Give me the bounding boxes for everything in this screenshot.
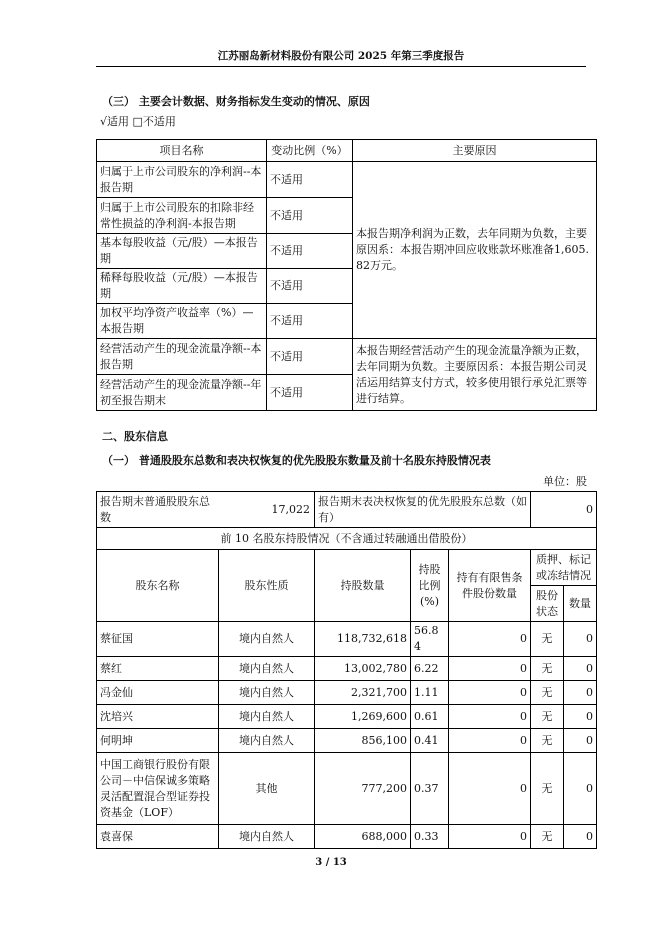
shareholder-section-heading: 二、股东信息 [102, 430, 168, 443]
change-ratio: 不适用 [267, 304, 353, 339]
shares-qty: 118,732,618 [315, 622, 411, 657]
holder-nature: 境内自然人 [219, 705, 315, 729]
main-reason-profit: 本报告期净利润为正数，去年同期为负数，主要原因系：本报告期冲回应收账款坏账准备1,605.82万元。 [353, 162, 597, 339]
unit-label: 单位：股 [543, 475, 587, 488]
restricted-shares: 0 [449, 753, 531, 825]
shareholder-subheading: （一） 普通股股东总数和表决权恢复的优先股股东数量及前十名股东持股情况表 [102, 454, 491, 467]
table-row [97, 825, 597, 849]
main-reason-cashflow: 本报告期经营活动产生的现金流量净额为正数，去年同期为负数。主要原因系：本报告期公司灵活运用结算支付方式，较多使用银行承兑汇票等进行结算。 [353, 339, 597, 411]
restricted-shares: 0 [449, 825, 531, 849]
shares-ratio: 0.33 [411, 825, 449, 849]
restricted-shares: 0 [449, 681, 531, 705]
share-status: 无 [531, 622, 564, 657]
page-number: 3 / 13 [315, 857, 347, 868]
table-row [97, 657, 597, 681]
applicability-status: √适用 □不适用 [100, 115, 176, 128]
col-holder-nature: 股东性质 [219, 550, 315, 622]
holder-nature: 其他 [219, 753, 315, 825]
table-row [97, 753, 597, 825]
top10-title: 前 10 名股东持股情况（不含通过转融通出借股份） [97, 528, 597, 550]
table-row [97, 705, 597, 729]
section3-heading: （三） 主要会计数据、财务指标发生变动的情况、原因 [102, 95, 370, 108]
shares-ratio: 0.37 [411, 753, 449, 825]
shares-ratio: 6.22 [411, 657, 449, 681]
share-status: 无 [531, 657, 564, 681]
item-name: 基本每股收益（元/股）—本报告期 [97, 234, 267, 269]
holder-nature: 境内自然人 [219, 681, 315, 705]
restricted-shares: 0 [449, 729, 531, 753]
change-reasons-table [96, 139, 597, 411]
total-holders-value: 17,022 [271, 503, 310, 516]
holder-name: 蔡征国 [97, 622, 219, 657]
shares-ratio: 1.11 [411, 681, 449, 705]
item-name: 加权平均净资产收益率（%）—本报告期 [97, 304, 267, 339]
col-pledge-count: 数量 [564, 586, 597, 622]
holder-name: 沈培兴 [97, 705, 219, 729]
change-ratio: 不适用 [267, 339, 353, 375]
item-name: 稀释每股收益（元/股）—本报告期 [97, 269, 267, 304]
holder-nature: 境内自然人 [219, 657, 315, 681]
shares-ratio: 56.84 [411, 622, 449, 657]
shares-qty: 688,000 [315, 825, 411, 849]
shares-qty: 856,100 [315, 729, 411, 753]
pledge-count: 0 [564, 622, 597, 657]
holder-nature: 境内自然人 [219, 729, 315, 753]
share-status: 无 [531, 729, 564, 753]
item-name: 归属于上市公司股东的扣除非经常性损益的净利润-本报告期 [97, 198, 267, 234]
shares-ratio: 0.41 [411, 729, 449, 753]
holder-nature: 境内自然人 [219, 622, 315, 657]
holder-name: 冯金仙 [97, 681, 219, 705]
pledge-count: 0 [564, 705, 597, 729]
col-shares-ratio: 持股比例(%) [411, 550, 449, 622]
col-shares-qty: 持股数量 [315, 550, 411, 622]
pledge-count: 0 [564, 681, 597, 705]
total-holders-text: 报告期末普通股股东总数 [100, 494, 210, 524]
pledge-count: 0 [564, 825, 597, 849]
holder-name: 何明坤 [97, 729, 219, 753]
shares-ratio: 0.61 [411, 705, 449, 729]
page-header: 江苏丽岛新材料股份有限公司 2025 年第三季度报告 [96, 48, 586, 67]
col-pledge-status: 质押、标记或冻结情况 [531, 550, 597, 586]
shares-qty: 2,321,700 [315, 681, 411, 705]
holder-name: 蔡红 [97, 657, 219, 681]
holder-nature: 境内自然人 [219, 825, 315, 849]
shareholders-table [96, 491, 597, 849]
share-status: 无 [531, 681, 564, 705]
share-status: 无 [531, 705, 564, 729]
pledge-count: 0 [564, 753, 597, 825]
table-row [97, 729, 597, 753]
holder-name: 中国工商银行股份有限公司－中信保诚多策略灵活配置混合型证券投资基金（LOF） [97, 753, 219, 825]
item-name: 归属于上市公司股东的净利润--本报告期 [97, 162, 267, 198]
share-status: 无 [531, 753, 564, 825]
pledge-count: 0 [564, 657, 597, 681]
table-row [97, 681, 597, 705]
table-row [97, 622, 597, 657]
change-ratio: 不适用 [267, 198, 353, 234]
header-change-ratio: 变动比例（%） [267, 140, 353, 162]
preferred-holders-value: 0 [531, 492, 597, 528]
shares-qty: 13,002,780 [315, 657, 411, 681]
share-status: 无 [531, 825, 564, 849]
item-name: 经营活动产生的现金流量净额--年初至报告期末 [97, 375, 267, 411]
col-share-status: 股份状态 [531, 586, 564, 622]
restricted-shares: 0 [449, 705, 531, 729]
total-holders-label [97, 492, 315, 528]
header-item-name: 项目名称 [97, 140, 267, 162]
pledge-count: 0 [564, 729, 597, 753]
restricted-shares: 0 [449, 622, 531, 657]
item-name: 经营活动产生的现金流量净额--本报告期 [97, 339, 267, 375]
shares-qty: 777,200 [315, 753, 411, 825]
preferred-holders-label: 报告期末表决权恢复的优先股股东总数（如有） [315, 492, 531, 528]
change-ratio: 不适用 [267, 375, 353, 411]
header-main-reason: 主要原因 [353, 140, 597, 162]
change-ratio: 不适用 [267, 234, 353, 269]
shares-qty: 1,269,600 [315, 705, 411, 729]
holder-name: 袁喜保 [97, 825, 219, 849]
change-ratio: 不适用 [267, 269, 353, 304]
col-holder-name: 股东名称 [97, 550, 219, 622]
change-ratio: 不适用 [267, 162, 353, 198]
restricted-shares: 0 [449, 657, 531, 681]
col-restricted-shares: 持有有限售条件股份数量 [449, 550, 531, 622]
